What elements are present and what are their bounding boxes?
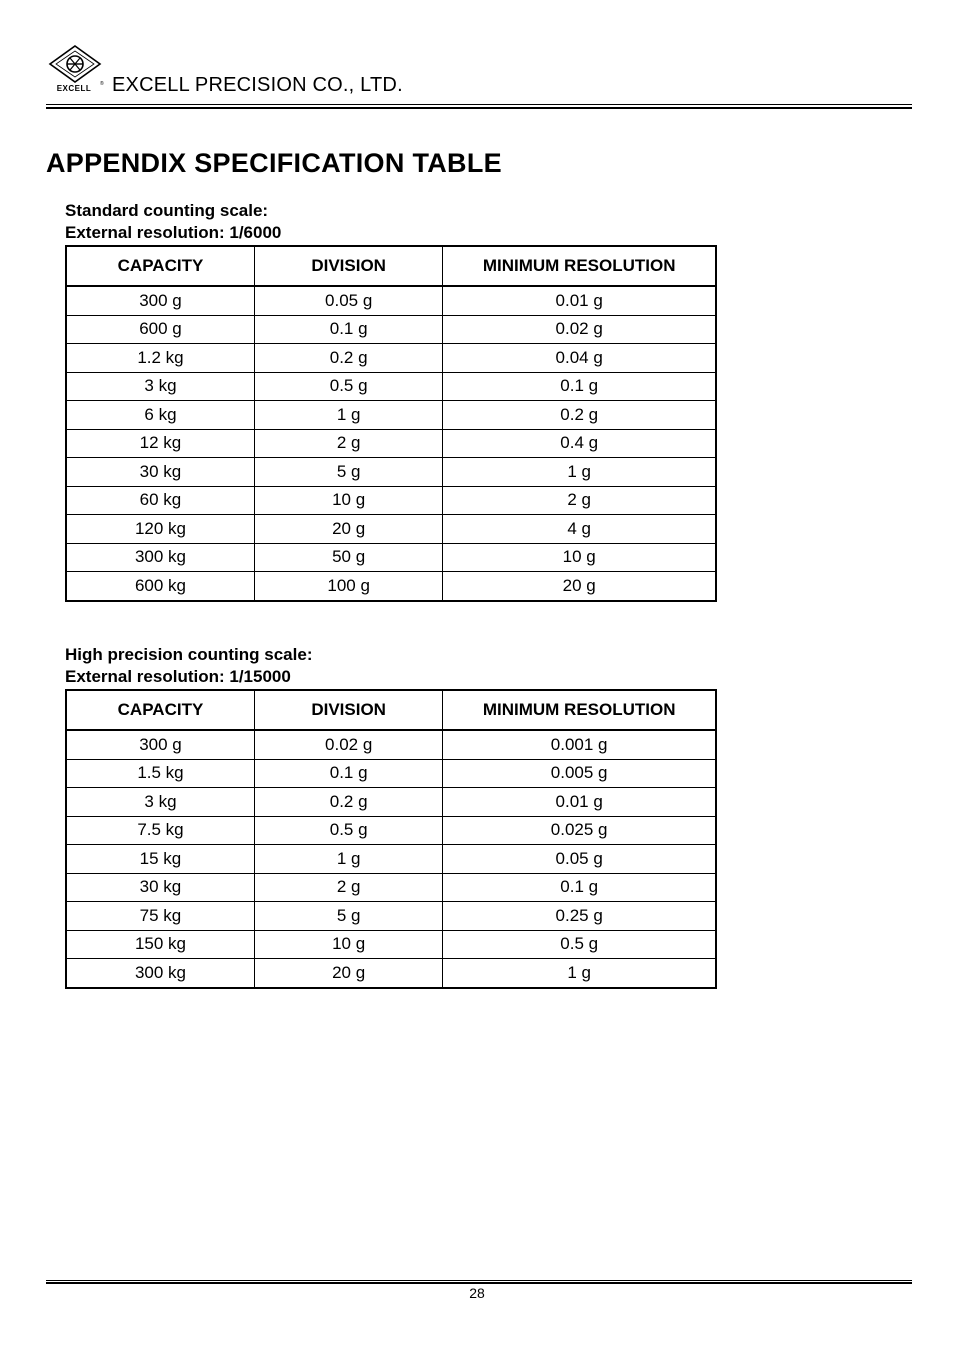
capacity-cell: 1.2 kg [66,344,254,373]
table-row [66,730,716,759]
high-precision-scale-section [65,644,717,989]
division-cell: 1 g [254,845,442,874]
division-cell: 20 g [254,959,442,988]
capacity-cell: 30 kg [66,873,254,902]
standard-spec-table [65,245,717,602]
division-cell: 50 g [254,543,442,572]
min-resolution-cell: 20 g [443,572,716,601]
capacity-cell: 300 g [66,730,254,759]
table-row [66,458,716,487]
capacity-cell: 300 g [66,286,254,315]
min-resolution-cell: 0.05 g [443,845,716,874]
excell-logo [46,44,104,94]
header-division: DIVISION [254,246,442,286]
header-division: DIVISION [254,690,442,730]
min-resolution-cell: 0.2 g [443,401,716,430]
table-header-row [66,690,716,730]
division-cell: 5 g [254,458,442,487]
capacity-cell: 7.5 kg [66,816,254,845]
min-resolution-cell: 0.5 g [443,930,716,959]
division-cell: 10 g [254,930,442,959]
svg-text:®: ® [100,81,104,87]
min-resolution-cell: 0.01 g [443,788,716,817]
table-row [66,315,716,344]
division-cell: 0.1 g [254,759,442,788]
min-resolution-cell: 2 g [443,486,716,515]
division-cell: 0.1 g [254,315,442,344]
table-row [66,788,716,817]
header-min-resolution: MINIMUM RESOLUTION [443,690,716,730]
min-resolution-cell: 0.01 g [443,286,716,315]
division-cell: 5 g [254,902,442,931]
capacity-cell: 120 kg [66,515,254,544]
table-row [66,902,716,931]
table-row [66,759,716,788]
division-cell: 100 g [254,572,442,601]
min-resolution-cell: 0.02 g [443,315,716,344]
capacity-cell: 3 kg [66,788,254,817]
table-row [66,873,716,902]
min-resolution-cell: 0.25 g [443,902,716,931]
division-cell: 0.5 g [254,816,442,845]
division-cell: 2 g [254,429,442,458]
company-name: EXCELL PRECISION CO., LTD. [112,74,403,96]
header-capacity: CAPACITY [66,690,254,730]
table-row [66,372,716,401]
capacity-cell: 600 g [66,315,254,344]
table-row [66,515,716,544]
capacity-cell: 300 kg [66,959,254,988]
min-resolution-cell: 4 g [443,515,716,544]
table-row [66,429,716,458]
min-resolution-cell: 0.1 g [443,873,716,902]
min-resolution-cell: 0.4 g [443,429,716,458]
min-resolution-cell: 0.1 g [443,372,716,401]
capacity-cell: 60 kg [66,486,254,515]
table-caption: Standard counting scale: [65,201,269,220]
table-header-row [66,246,716,286]
min-resolution-cell: 0.001 g [443,730,716,759]
table-row [66,401,716,430]
capacity-cell: 12 kg [66,429,254,458]
table-row [66,572,716,601]
table-subcaption: External resolution: 1/6000 [65,223,282,242]
header-min-resolution: MINIMUM RESOLUTION [443,246,716,286]
capacity-cell: 75 kg [66,902,254,931]
table-row [66,816,716,845]
header-rule-thin [46,104,912,105]
page-title: APPENDIX SPECIFICATION TABLE [46,148,502,178]
division-cell: 10 g [254,486,442,515]
division-cell: 0.05 g [254,286,442,315]
min-resolution-cell: 0.005 g [443,759,716,788]
capacity-cell: 300 kg [66,543,254,572]
division-cell: 0.2 g [254,344,442,373]
capacity-cell: 15 kg [66,845,254,874]
table-row [66,930,716,959]
capacity-cell: 3 kg [66,372,254,401]
logo-text: EXCELL [56,84,92,93]
min-resolution-cell: 1 g [443,959,716,988]
capacity-cell: 600 kg [66,572,254,601]
division-cell: 1 g [254,401,442,430]
standard-scale-section [65,200,717,602]
division-cell: 0.5 g [254,372,442,401]
capacity-cell: 1.5 kg [66,759,254,788]
min-resolution-cell: 0.025 g [443,816,716,845]
min-resolution-cell: 1 g [443,458,716,487]
capacity-cell: 6 kg [66,401,254,430]
footer-rule-thin [46,1280,912,1281]
min-resolution-cell: 10 g [443,543,716,572]
high-precision-spec-table [65,689,717,989]
capacity-cell: 30 kg [66,458,254,487]
high-precision-table-body [66,730,716,988]
page-number: 28 [469,1285,485,1301]
capacity-cell: 150 kg [66,930,254,959]
table-caption: High precision counting scale: [65,645,313,664]
division-cell: 0.2 g [254,788,442,817]
table-row [66,286,716,315]
footer-rule-thick [46,1282,912,1284]
table-row [66,845,716,874]
min-resolution-cell: 0.04 g [443,344,716,373]
table-row [66,486,716,515]
table-row [66,543,716,572]
standard-table-body [66,286,716,601]
table-subcaption: External resolution: 1/15000 [65,667,291,686]
division-cell: 2 g [254,873,442,902]
header-capacity: CAPACITY [66,246,254,286]
table-row [66,344,716,373]
page-header [46,44,912,108]
table-row [66,959,716,988]
division-cell: 20 g [254,515,442,544]
division-cell: 0.02 g [254,730,442,759]
header-rule-thick [46,107,912,109]
